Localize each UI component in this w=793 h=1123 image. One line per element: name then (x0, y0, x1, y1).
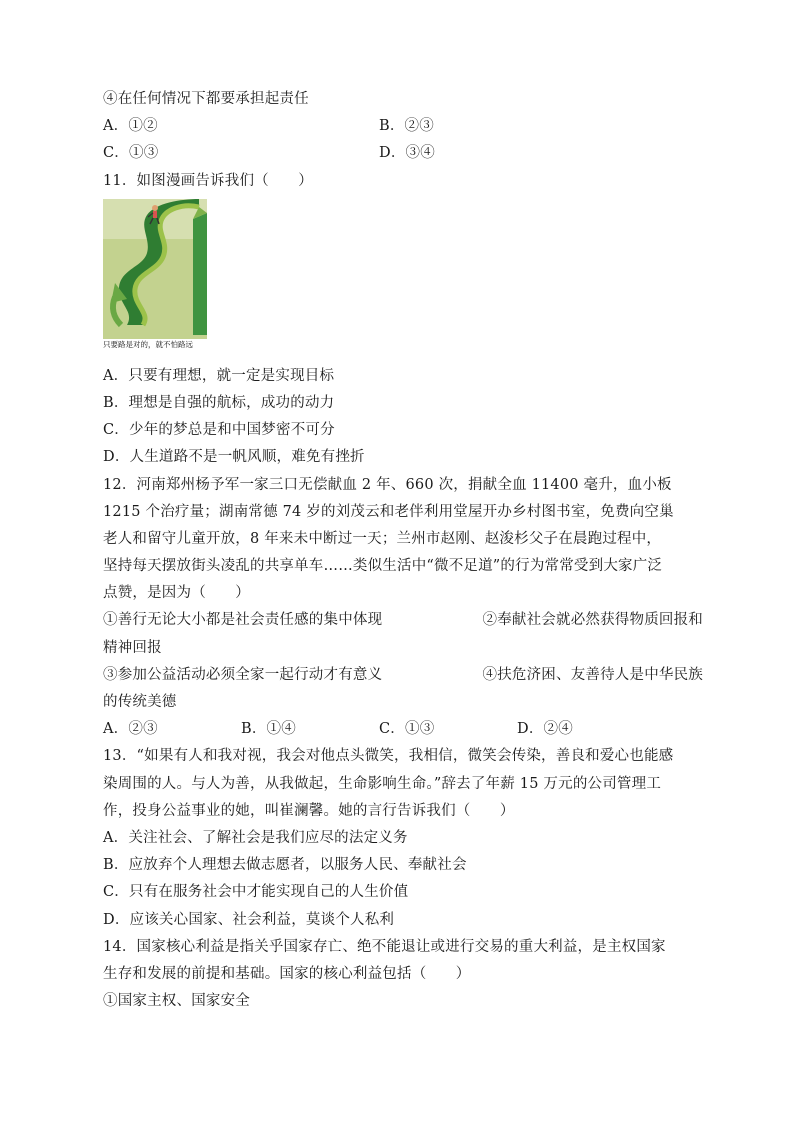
q13-option-c[interactable]: C．只有在服务社会中才能实现自己的人生价值 (103, 884, 409, 901)
cartoon-image (103, 199, 207, 339)
q13-option-a[interactable]: A．关注社会、了解社会是我们应尽的法定义务 (103, 829, 408, 846)
q12-statement-4: ④扶危济困、友善待人是中华民族 (482, 666, 703, 683)
q10-options-row-2 (103, 140, 703, 167)
q12-option-a[interactable]: A．②③ (103, 721, 158, 738)
q14-stem-line-2: 生存和发展的前提和基础。国家的核心利益包括（ ） (103, 965, 471, 982)
q13-stem-line-3: 作，投身公益事业的她，叫崔澜馨。她的言行告诉我们（ ） (103, 802, 515, 819)
exam-page (103, 86, 703, 1015)
q12-stem-line-4: 坚持每天摆放街头凌乱的共享单车……类似生活中“微不足道”的行为常常受到大家广泛 (103, 558, 663, 575)
q11-option-c[interactable]: C．少年的梦总是和中国梦密不可分 (103, 422, 335, 439)
q12-statement-3: ③参加公益活动必须全家一起行动才有意义 (103, 666, 383, 683)
q12-stem-line-1: 12．河南郑州杨予军一家三口无偿献血 2 年、660 次，捐献全血 11400 毫升，血小板 (103, 476, 672, 493)
q10-option-d[interactable]: D．③④ (379, 145, 435, 162)
q12-stem-line-5: 点赞，是因为（ ） (103, 585, 250, 602)
q11-stem: 11．如图漫画告诉我们（ ） (103, 172, 313, 189)
q14-statement-1: ①国家主权、国家安全 (103, 993, 250, 1010)
q12-statements-row-1 (103, 607, 703, 634)
q12-stem-line-3: 老人和留守儿童开放，8 年来未中断过一天；兰州市赵刚、赵浚杉父子在晨跑过程中， (103, 530, 662, 547)
q14-stem-line-1: 14．国家核心利益是指关乎国家存亡、绝不能退让或进行交易的重大利益，是主权国家 (103, 938, 666, 955)
q13-option-d[interactable]: D．应该关心国家、社会利益，莫谈个人私利 (103, 911, 395, 928)
q12-statements-row-2 (103, 662, 703, 689)
q12-options-row (103, 716, 703, 743)
winding-road-illustration (103, 199, 207, 339)
q13-option-b[interactable]: B．应放弃个人理想去做志愿者，以服务人民、奉献社会 (103, 857, 467, 874)
q10-statement-4: ④在任何情况下都要承担起责任 (103, 91, 309, 107)
q11-option-b[interactable]: B．理想是自强的航标，成功的动力 (103, 394, 335, 411)
q11-cartoon (103, 199, 215, 351)
q12-option-d[interactable]: D．②④ (517, 721, 573, 738)
q10-option-c[interactable]: C．①③ (103, 145, 159, 162)
q12-stem-line-2: 1215 个治疗量；湖南常德 74 岁的刘茂云和老伴利用堂屋开办乡村图书室，免费向空巢 (103, 503, 674, 520)
q12-statement-2-cont: 精神回报 (103, 639, 162, 656)
q13-stem-line-2: 染周围的人。与人为善，从我做起，生命影响生命。”辞去了年薪 15 万元的公司管理工 (103, 775, 662, 792)
q12-option-b[interactable]: B．①④ (241, 721, 296, 738)
q11-option-d[interactable]: D．人生道路不是一帆风顺，难免有挫折 (103, 449, 365, 466)
q13-stem-line-1: 13．“如果有人和我对视，我会对他点头微笑，我相信，微笑会传染，善良和爱心也能感 (103, 748, 674, 765)
q12-statement-1: ①善行无论大小都是社会责任感的集中体现 (103, 612, 383, 629)
q12-statement-2: ②奉献社会就必然获得物质回报和 (482, 612, 703, 629)
q10-options-row-1 (103, 113, 703, 140)
q10-option-b[interactable]: B．②③ (379, 118, 434, 135)
q12-statement-4-cont: 的传统美德 (103, 694, 177, 710)
q10-option-a[interactable]: A．①② (103, 118, 158, 135)
q11-option-a[interactable]: A．只要有理想，就一定是实现目标 (103, 367, 335, 384)
q12-option-c[interactable]: C．①③ (379, 721, 435, 738)
cartoon-caption: 只要路是对的，就不怕路远 (103, 339, 193, 349)
